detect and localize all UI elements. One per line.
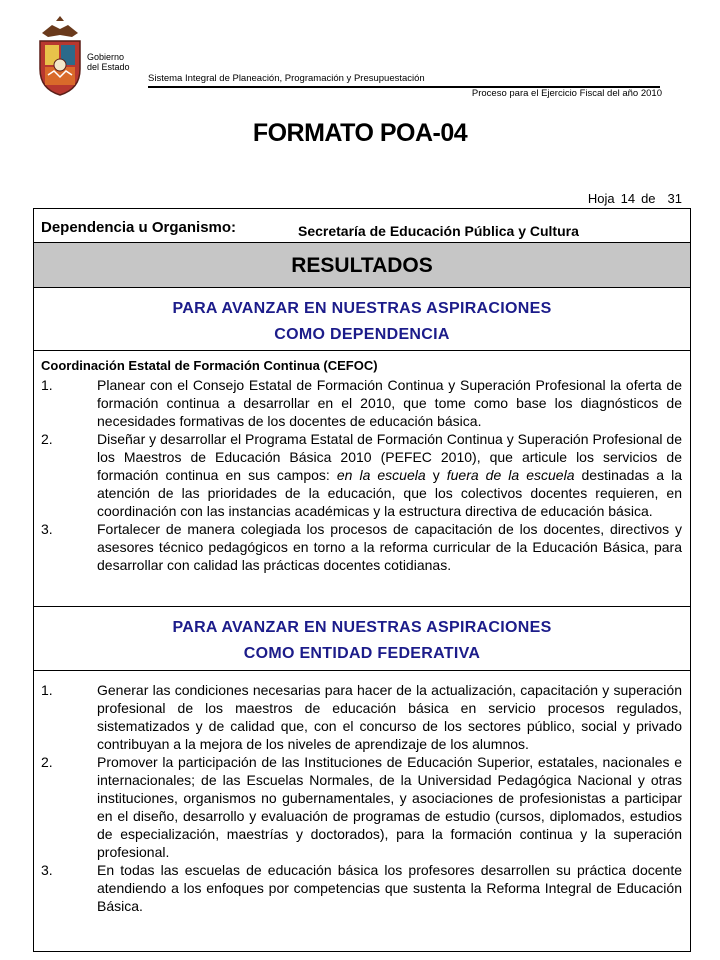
item-number: 3.	[41, 521, 53, 537]
item-number: 2.	[41, 431, 53, 447]
dependencia-label: Dependencia u Organismo:	[41, 219, 237, 236]
list-item	[41, 681, 682, 753]
dependencia-row	[34, 209, 690, 243]
item-text: Generar las condiciones necesarias para hacer de la actualización, capacitación y superación profesional de los maestros de educación básica en servicio procesos regulados, sistematizados y de calidad que, con el concurso de los sectores público, social y privado contribuyan a la mejora de los niveles de aprendizaje de los alumnos.	[97, 682, 682, 752]
section2-heading-line1: PARA AVANZAR EN NUESTRAS ASPIRACIONES	[172, 619, 552, 636]
item-number: 3.	[41, 862, 53, 878]
item-text-italic: en la escuela	[336, 467, 426, 483]
section1-heading	[34, 288, 690, 351]
list-item	[41, 430, 682, 520]
item-text-italic: fuera de la escuela	[446, 467, 575, 483]
item-number: 2.	[41, 754, 53, 770]
hoja-total: 31	[667, 191, 682, 206]
page-title: FORMATO POA-04	[252, 119, 468, 147]
item-text	[97, 431, 682, 519]
results-form	[33, 208, 691, 952]
item-text: En todas las escuelas de educación básica los profesores desarrollen su práctica docente atendiendo a los enfoques por competencias que sustenta la Reforma Integral de Educación Básica.	[97, 862, 682, 914]
list-item	[41, 861, 682, 915]
section1-heading-line2: COMO DEPENDENCIA	[274, 326, 450, 343]
list-item	[41, 376, 682, 430]
section1-heading-line1: PARA AVANZAR EN NUESTRAS ASPIRACIONES	[172, 300, 552, 317]
list-item	[41, 520, 682, 574]
list-item	[41, 753, 682, 861]
sistema-label: Sistema Integral de Planeación, Programación y Presupuestación	[148, 73, 425, 84]
section1-content	[41, 357, 682, 574]
section2-heading-line2: COMO ENTIDAD FEDERATIVA	[243, 645, 481, 662]
item-number: 1.	[41, 682, 53, 698]
page-counter	[588, 191, 682, 206]
gobierno-label-line1: Gobierno	[87, 52, 125, 62]
hoja-number: 14	[620, 191, 636, 206]
item-text-part: y	[425, 467, 447, 483]
dependencia-value: Secretaría de Educación Pública y Cultura	[298, 223, 579, 239]
de-label: de	[641, 191, 656, 206]
hoja-label: Hoja	[587, 191, 615, 206]
item-text: Fortalecer de manera colegiada los procesos de capacitación de los docentes, directivos y asesores técnico pedagógicos en torno a la reforma curricular de la Educación Básica, para desarrollar con calidad las prácticas docentes cotidianas.	[97, 521, 682, 573]
item-text-part: Diseñar y desarrollar el Programa Estatal de Formación Continua y Superación Profesional de los Maestros de Educación Básica 2010 (PEFEC 2010), que articule los servicios de formación continua en sus campos:	[97, 431, 682, 483]
proceso-label: Proceso para el Ejercicio Fiscal del año 2010	[471, 88, 662, 99]
resultados-header: RESULTADOS	[34, 243, 690, 288]
gobierno-label-line2: del Estado	[87, 62, 130, 72]
section2-heading	[34, 606, 690, 671]
section2-content	[41, 681, 682, 915]
state-coat-of-arms-logo	[36, 15, 84, 97]
item-text-part: destinadas a la atención de las prioridades de la educación, que los colectivos docentes requieren, en coordinación con las instancias académicas y la estructura directiva de educación básica.	[97, 467, 682, 519]
item-text: Planear con el Consejo Estatal de Formación Continua y Superación Profesional la oferta de formación continua a desarrollar en el 2010, que tome como base los diagnósticos de necesidades formativas de los docentes de educación básica.	[97, 377, 682, 429]
item-number: 1.	[41, 377, 53, 393]
item-text: Promover la participación de las Instituciones de Educación Superior, estatales, nacionales e internacionales; de las Escuelas Normales, de la Universidad Pedagógica Nacional y otras instituciones, organismos no gubernamentales, y asociaciones de profesionistas a participar en el diseño, desarrollo y evaluación de programas de estudio (cursos, diplomados, estudios de especialización, maestrías y doctorados), para la formación continua y la superación profesional.	[97, 754, 682, 860]
section1-subtitle: Coordinación Estatal de Formación Continua (CEFOC)	[41, 358, 378, 373]
